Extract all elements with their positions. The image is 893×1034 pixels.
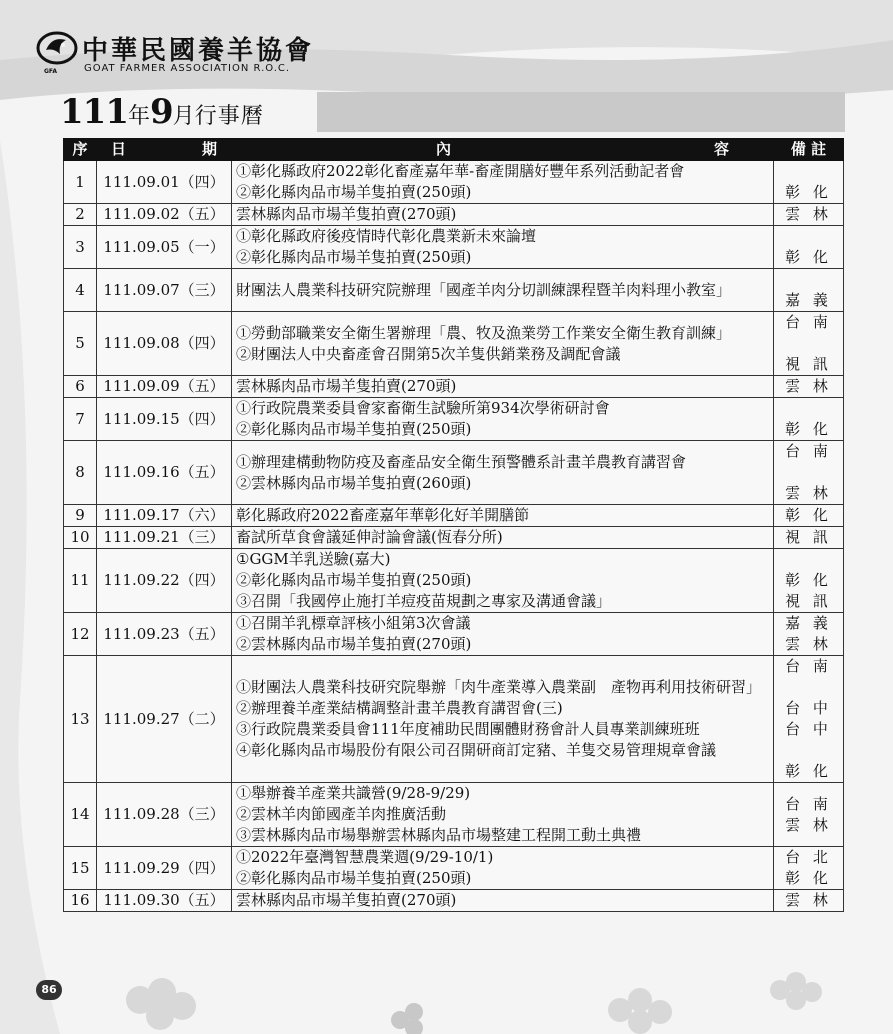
row-seq: 16 — [64, 890, 97, 912]
row-date: 111.09.09（五） — [97, 376, 232, 398]
row-seq: 6 — [64, 376, 97, 398]
row-seq: 5 — [64, 312, 97, 376]
note-line: 視 訊 — [785, 355, 832, 373]
row-note — [774, 312, 844, 376]
row-content — [232, 847, 774, 890]
table-row — [64, 398, 844, 441]
content-line: ①辦理建構動物防疫及畜產品安全衛生預警體系計畫羊農教育講習會 — [236, 452, 687, 471]
note-line: 彰 化 — [785, 869, 832, 887]
note-line: 台 南 — [785, 794, 832, 813]
row-seq: 11 — [64, 549, 97, 613]
note-line: 嘉 義 — [785, 614, 832, 632]
note-line: 台 北 — [785, 848, 832, 866]
content-line: 雲林縣肉品市場羊隻拍賣(270頭) — [236, 205, 457, 223]
goat-logo-icon — [36, 28, 78, 70]
note-line: 台 中 — [785, 699, 832, 717]
table-body — [64, 161, 844, 912]
content-line: 雲林縣肉品市場羊隻拍賣(270頭) — [236, 377, 457, 395]
content-line: ②彰化縣肉品市場羊隻拍賣(250頭) — [236, 571, 472, 589]
row-content — [232, 890, 774, 912]
content-line: 財團法人農業科技研究院辦理「國產羊肉分切訓練課程暨羊肉料理小教室」 — [236, 280, 732, 299]
content-line: 雲林縣肉品市場羊隻拍賣(270頭) — [236, 891, 457, 909]
row-note — [774, 783, 844, 847]
row-seq: 15 — [64, 847, 97, 890]
row-date: 111.09.15（四） — [97, 398, 232, 441]
row-seq: 1 — [64, 161, 97, 204]
row-date: 111.09.27（二） — [97, 656, 232, 783]
content-line: ①GGM羊乳送驗(嘉大) — [236, 550, 391, 568]
table-row — [64, 312, 844, 376]
content-line: ②雲林縣肉品市場羊隻拍賣(270頭) — [236, 635, 472, 653]
row-date: 111.09.02（五） — [97, 204, 232, 226]
note-line — [778, 161, 839, 182]
note-line — [778, 333, 839, 354]
page-number: 86 — [36, 980, 62, 1000]
note-line — [778, 462, 839, 483]
content-line: ②彰化縣肉品市場羊隻拍賣(250頭) — [236, 420, 472, 438]
content-line: ②雲林縣肉品市場羊隻拍賣(260頭) — [236, 473, 472, 492]
header-content-char-2: 容 — [713, 140, 729, 158]
content-line: ①召開羊乳標章評核小組第3次會議 — [236, 614, 471, 632]
content-line: 畜試所草食會議延伸討論會議(恆春分所) — [236, 528, 503, 546]
row-date: 111.09.30（五） — [97, 890, 232, 912]
note-line — [778, 677, 839, 698]
table-row — [64, 441, 844, 505]
content-line: ②彰化縣肉品市場羊隻拍賣(250頭) — [236, 183, 472, 201]
row-note — [774, 441, 844, 505]
row-note — [774, 376, 844, 398]
row-seq: 4 — [64, 269, 97, 312]
content-line: ①彰化縣政府2022彰化畜產嘉年華-畜產開膳好豐年系列活動記者會 — [236, 162, 685, 180]
row-date: 111.09.17（六） — [97, 505, 232, 527]
row-date: 111.09.01（四） — [97, 161, 232, 204]
row-date: 111.09.23（五） — [97, 613, 232, 656]
content-line: ②彰化縣肉品市場羊隻拍賣(250頭) — [236, 869, 472, 887]
row-content — [232, 613, 774, 656]
note-line — [778, 226, 839, 247]
note-line: 台 南 — [785, 313, 832, 331]
row-seq: 9 — [64, 505, 97, 527]
content-line: ②雲林羊肉節國產羊肉推廣活動 — [236, 805, 447, 823]
note-line: 彰 化 — [785, 762, 832, 780]
row-date: 111.09.28（三） — [97, 783, 232, 847]
row-content — [232, 312, 774, 376]
header-seq: 序 — [64, 139, 97, 161]
note-line: 彰 化 — [785, 506, 832, 524]
note-line: 雲 林 — [785, 484, 832, 502]
table-row — [64, 269, 844, 312]
row-date: 111.09.29（四） — [97, 847, 232, 890]
row-seq: 8 — [64, 441, 97, 505]
row-date: 111.09.22（四） — [97, 549, 232, 613]
table-row — [64, 505, 844, 527]
row-note — [774, 398, 844, 441]
table-row — [64, 376, 844, 398]
content-line: ①財團法人農業科技研究院舉辦「肉牛產業導入農業副 產物再利用技術研習」 — [236, 678, 762, 696]
note-line — [778, 269, 839, 290]
row-note — [774, 549, 844, 613]
table-row — [64, 226, 844, 269]
row-content — [232, 656, 774, 783]
note-line: 彰 化 — [785, 183, 832, 201]
row-date: 111.09.21（三） — [97, 527, 232, 549]
row-content — [232, 204, 774, 226]
row-seq: 2 — [64, 204, 97, 226]
title-month-suffix: 月 — [172, 104, 195, 129]
title-month: 9 — [150, 92, 173, 132]
table-row — [64, 204, 844, 226]
table-row — [64, 613, 844, 656]
note-line: 視 訊 — [785, 592, 832, 610]
row-note — [774, 161, 844, 204]
row-date: 111.09.05（一） — [97, 226, 232, 269]
content-line: ①行政院農業委員會家畜衛生試驗所第934次學術研討會 — [236, 399, 610, 417]
note-line: 雲 林 — [785, 891, 832, 909]
row-note — [774, 527, 844, 549]
note-line: 雲 林 — [785, 815, 832, 834]
content-line: ①彰化縣政府後疫情時代彰化農業新未來論壇 — [236, 227, 537, 245]
table-row — [64, 783, 844, 847]
row-note — [774, 269, 844, 312]
title-text: 行事曆 — [194, 104, 264, 129]
row-seq: 10 — [64, 527, 97, 549]
table-row — [64, 890, 844, 912]
title-band — [60, 92, 845, 132]
table-row — [64, 847, 844, 890]
row-content — [232, 783, 774, 847]
title-year: 111 — [60, 92, 128, 132]
note-line: 彰 化 — [785, 420, 832, 438]
note-line: 台 中 — [785, 720, 832, 738]
row-note — [774, 847, 844, 890]
note-line: 視 訊 — [785, 528, 832, 546]
content-line: ②財團法人中央畜產會召開第5次羊隻供銷業務及調配會議 — [236, 344, 621, 363]
row-note — [774, 505, 844, 527]
row-content — [232, 376, 774, 398]
row-content — [232, 549, 774, 613]
title-year-suffix: 年 — [127, 104, 150, 129]
footer-flower-decoration — [0, 940, 893, 1034]
row-seq: 12 — [64, 613, 97, 656]
note-line — [778, 549, 839, 570]
header — [0, 20, 893, 80]
row-date: 111.09.07（三） — [97, 269, 232, 312]
row-seq: 14 — [64, 783, 97, 847]
content-line: 彰化縣政府2022畜產嘉年華彰化好羊開膳節 — [236, 506, 530, 524]
events-table — [63, 138, 844, 912]
content-line: ③行政院農業委員會111年度補助民間團體財務會計人員專業訓練班班 — [236, 720, 700, 738]
table-row — [64, 656, 844, 783]
note-line: 台 南 — [785, 657, 832, 675]
note-line: 台 南 — [785, 442, 832, 460]
row-note — [774, 656, 844, 783]
row-content — [232, 441, 774, 505]
row-content — [232, 161, 774, 204]
organization-name-english: GOAT FARMER ASSOCIATION R.O.C. — [84, 63, 291, 74]
content-line: ③雲林縣肉品市場舉辦雲林縣肉品市場整建工程開工動土典禮 — [236, 826, 642, 844]
content-line: ①2022年臺灣智慧農業週(9/29-10/1) — [236, 848, 494, 866]
header-date — [97, 139, 232, 161]
organization-name: 中華民國養羊協會 — [82, 36, 315, 66]
row-content — [232, 269, 774, 312]
row-content — [232, 505, 774, 527]
note-line: 雲 林 — [785, 635, 832, 653]
note-line: 嘉 義 — [785, 291, 832, 309]
row-date: 111.09.08（四） — [97, 312, 232, 376]
note-line: 雲 林 — [785, 205, 832, 223]
header-content-char-1: 內 — [436, 140, 452, 158]
row-seq: 13 — [64, 656, 97, 783]
row-content — [232, 527, 774, 549]
header-date-char-2: 期 — [201, 140, 217, 158]
table-header-row — [64, 139, 844, 161]
note-line: 彰 化 — [785, 248, 832, 266]
content-line: ①舉辦養羊產業共識營(9/28-9/29) — [236, 784, 471, 802]
title-shade-bar — [317, 92, 845, 132]
row-note — [774, 613, 844, 656]
header-date-char-1: 日 — [111, 140, 127, 158]
content-line: ④彰化縣肉品市場股份有限公司召開研商訂定豬、羊隻交易管理規章會議 — [236, 741, 717, 759]
table-row — [64, 549, 844, 613]
row-note — [774, 204, 844, 226]
note-line — [778, 740, 839, 761]
logo-abbreviation: GFA — [44, 68, 57, 75]
header-content — [232, 139, 774, 161]
row-content — [232, 226, 774, 269]
content-line: ③召開「我國停止施打羊痘疫苗規劃之專家及溝通會議」 — [236, 592, 612, 610]
header-note: 備 註 — [774, 139, 844, 161]
note-line: 雲 林 — [785, 377, 832, 395]
row-note — [774, 226, 844, 269]
content-line: ②彰化縣肉品市場羊隻拍賣(250頭) — [236, 248, 472, 266]
row-seq: 3 — [64, 226, 97, 269]
row-note — [774, 890, 844, 912]
row-date: 111.09.16（五） — [97, 441, 232, 505]
table-row — [64, 527, 844, 549]
note-line — [778, 398, 839, 419]
note-line: 彰 化 — [785, 571, 832, 589]
content-line: ②辦理養羊產業結構調整計畫羊農教育講習會(三) — [236, 699, 563, 717]
page-title — [60, 92, 264, 132]
row-content — [232, 398, 774, 441]
row-seq: 7 — [64, 398, 97, 441]
content-line: ①勞動部職業安全衛生署辦理「農、牧及漁業勞工作業安全衛生教育訓練」 — [236, 323, 732, 342]
table-row — [64, 161, 844, 204]
